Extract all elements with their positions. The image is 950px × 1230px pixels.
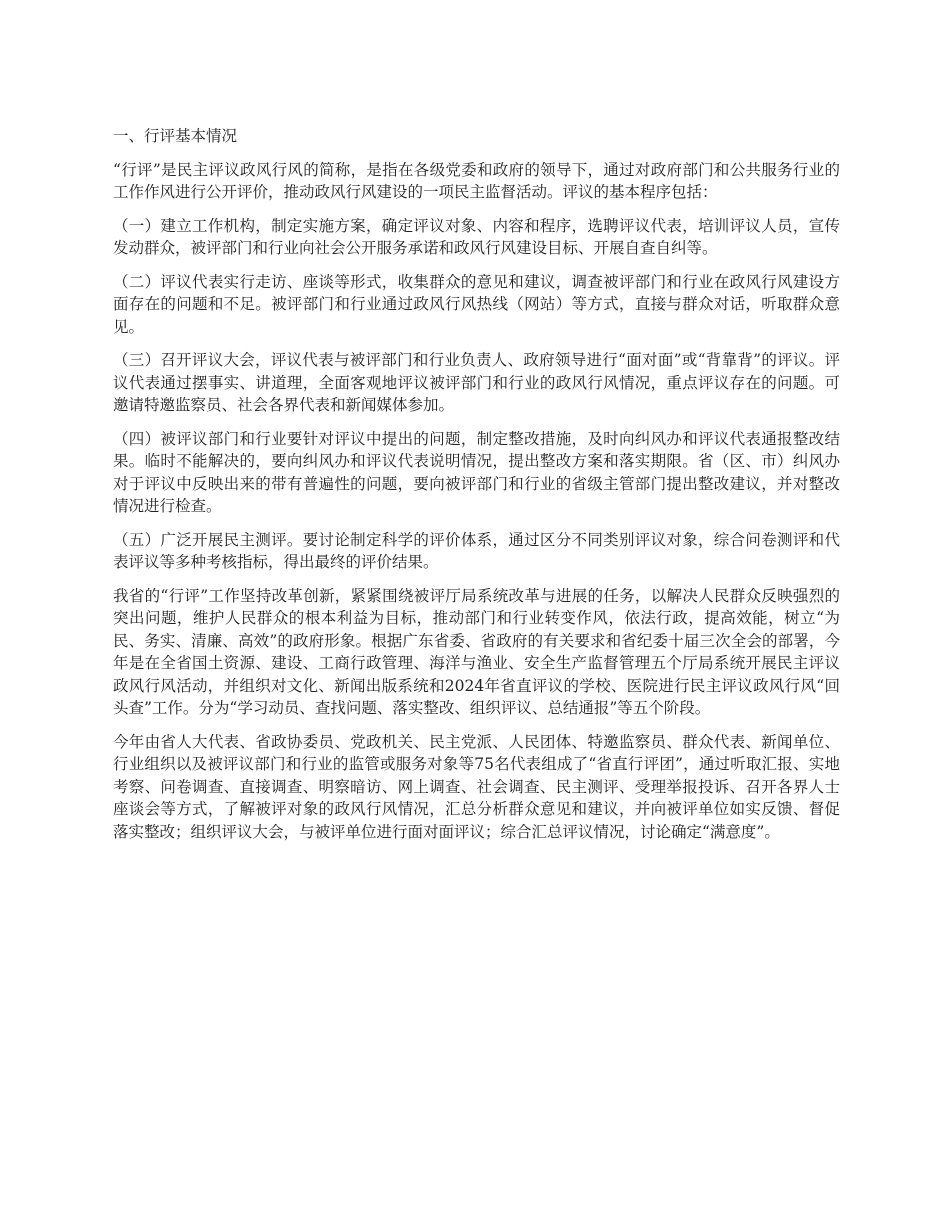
document-page [113,125,840,854]
paragraph-step-5: （五）广泛开展民主测评。要讨论制定科学的评价体系，通过区分不同类别评议对象，综合问卷测评和代表评议等多种考核指标，得出最终的评价结果。 [113,530,840,571]
paragraph-step-2: （二）评议代表实行走访、座谈等形式，收集群众的意见和建议，调查被评部门和行业在政风行风建设方面存在的问题和不足。被评部门和行业通过政风行风热线（网站）等方式，直接与群众对话，听取群众意见。 [113,272,840,336]
paragraph-step-3: （三）召开评议大会，评议代表与被评部门和行业负责人、政府领导进行“面对面”或“背靠背”的评议。评议代表通过摆事实、讲道理，全面客观地评议被评部门和行业的政风行风情况，重点评议存在的问题。可邀请特邀监察员、社会各界代表和新闻媒体参加。 [113,351,840,414]
paragraph-intro: “行评”是民主评议政风行风的简称，是指在各级党委和政府的领导下，通过对政府部门和公共服务行业的工作作风进行公开评价，推动政风行风建设的一项民主监督活动。评议的基本程序包括： [113,160,840,201]
paragraph-step-1: （一）建立工作机构，制定实施方案，确定评议对象、内容和程序，选聘评议代表，培训评议人员，宣传发动群众，被评部门和行业向社会公开服务承诺和政风行风建设目标、开展自查自纠等。 [113,216,840,257]
paragraph-province-work: 我省的“行评”工作坚持改革创新，紧紧围绕被评厅局系统改革与进展的任务，以解决人民群众反映强烈的突出问题，维护人民群众的根本利益为目标，推动部门和行业转变作风，依法行政，提高效能，树立“为民、务实、清廉、高效”的政府形象。根据广东省委、省政府的有关要求和省纪委十届三次全会的部署，今年是在全省国土资源、建设、工商行政管理、海洋与渔业、安全生产监督管理五个厅局系统开展民主评议政风行风活动，并组织对文化、新闻出版系统和2024年省直评议的学校、医院进行民主评议政风行风“回头查”工作。分为“学习动员、查找问题、落实整改、组织评议、总结通报”等五个阶段。 [113,586,840,717]
paragraph-step-4: （四）被评议部门和行业要针对评议中提出的问题，制定整改措施，及时向纠风办和评议代表通报整改结果。临时不能解决的，要向纠风办和评议代表说明情况，提出整改方案和落实期限。省（区、市）纠风办对于评议中反映出来的带有普遍性的问题，要向被评部门和行业的省级主管部门提出整改建议，并对整改情况进行检查。 [113,429,840,515]
section-heading: 一、行评基本情况 [113,127,238,145]
paragraph-review-team: 今年由省人大代表、省政协委员、党政机关、民主党派、人民团体、特邀监察员、群众代表、新闻单位、行业组织以及被评议部门和行业的监管或服务对象等75名代表组成了“省直行评团”，通过听取汇报、实地考察、问卷调查、直接调查、明察暗访、网上调查、社会调查、民主测评、受理举报投诉、召开各界人士座谈会等方式，了解被评对象的政风行风情况，汇总分析群众意见和建议，并向被评单位如实反馈、督促落实整改；组织评议大会，与被评单位进行面对面评议；综合汇总评议情况，讨论确定“满意度”。 [113,732,840,841]
